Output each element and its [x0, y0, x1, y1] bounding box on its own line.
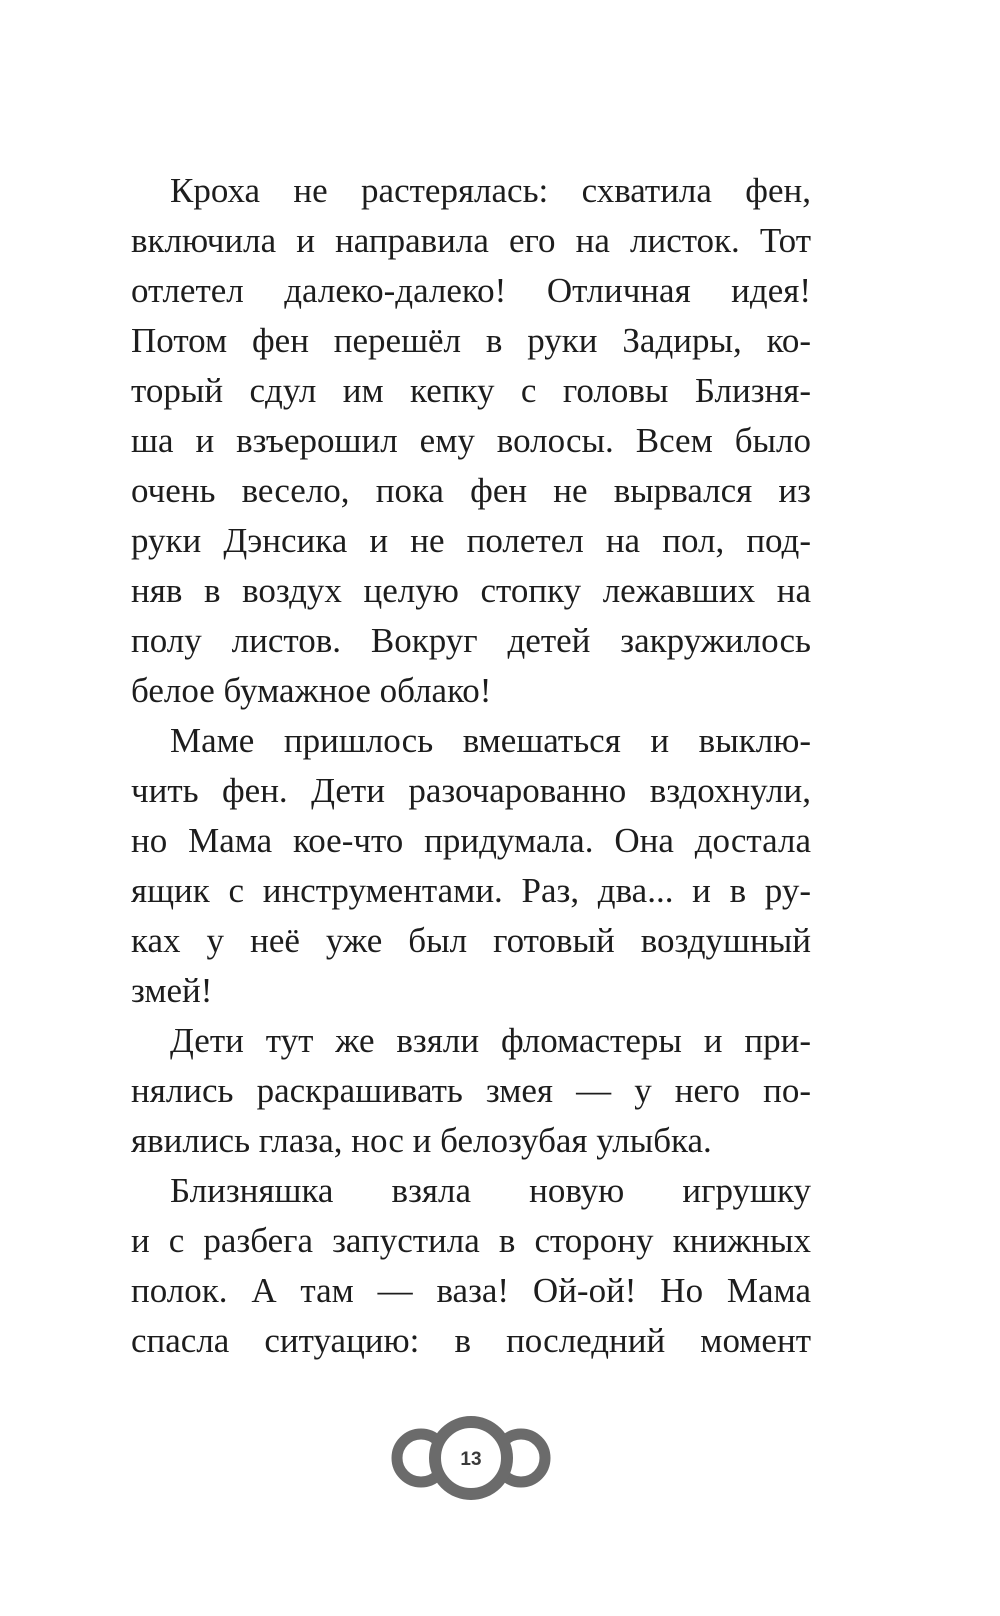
text-line: Кроха не растерялась: схватила фен,: [170, 171, 811, 210]
text-line: белое бумажное облако!: [131, 671, 492, 710]
text-line: няв в воздух целую стопку лежавших на: [131, 571, 811, 610]
text-line: нялись раскрашивать змея — у него по-: [131, 1071, 811, 1110]
text-line: спасла ситуацию: в последний момент: [131, 1321, 811, 1360]
page-number-badge: [391, 1413, 551, 1503]
text-line: змей!: [131, 971, 213, 1010]
text-line: но Мама кое-что придумала. Она достала: [131, 821, 811, 860]
text-line: торый сдул им кепку с головы Близня-: [131, 371, 811, 410]
text-line: Маме пришлось вмешаться и выклю-: [170, 721, 811, 760]
text-line: и с разбега запустила в сторону книжных: [131, 1221, 811, 1260]
text-line: отлетел далеко-далеко! Отличная идея!: [131, 271, 811, 310]
text-line: руки Дэнсика и не полетел на пол, под-: [131, 521, 811, 560]
paragraph-3: [131, 1016, 811, 1166]
paragraph-2: [131, 716, 811, 1016]
text-line: Потом фен перешёл в руки Задиры, ко-: [131, 321, 811, 360]
text-line: явились глаза, нос и белозубая улыбка.: [131, 1121, 712, 1160]
text-line: чить фен. Дети разочарованно вздохнули,: [131, 771, 811, 810]
text-line: ках у неё уже был готовый воздушный: [131, 921, 811, 960]
text-line: ша и взъерошил ему волосы. Всем было: [131, 421, 811, 460]
text-line: Близняшка взяла новую игрушку: [170, 1171, 811, 1210]
paragraph-1: [131, 166, 811, 716]
paragraph-4: [131, 1166, 811, 1366]
page-number: 13: [460, 1449, 482, 1470]
text-line: полок. А там — ваза! Ой-ой! Но Мама: [131, 1271, 811, 1310]
text-line: Дети тут же взяли фломастеры и при-: [170, 1021, 811, 1060]
text-line: полу листов. Вокруг детей закружилось: [131, 621, 811, 660]
body-text: [131, 166, 811, 1366]
page-number-badge-icon: [391, 1413, 551, 1503]
text-line: очень весело, пока фен не вырвался из: [131, 471, 811, 510]
text-line: включила и направила его на листок. Тот: [131, 221, 811, 260]
text-line: ящик с инструментами. Раз, два... и в ру-: [131, 871, 811, 910]
